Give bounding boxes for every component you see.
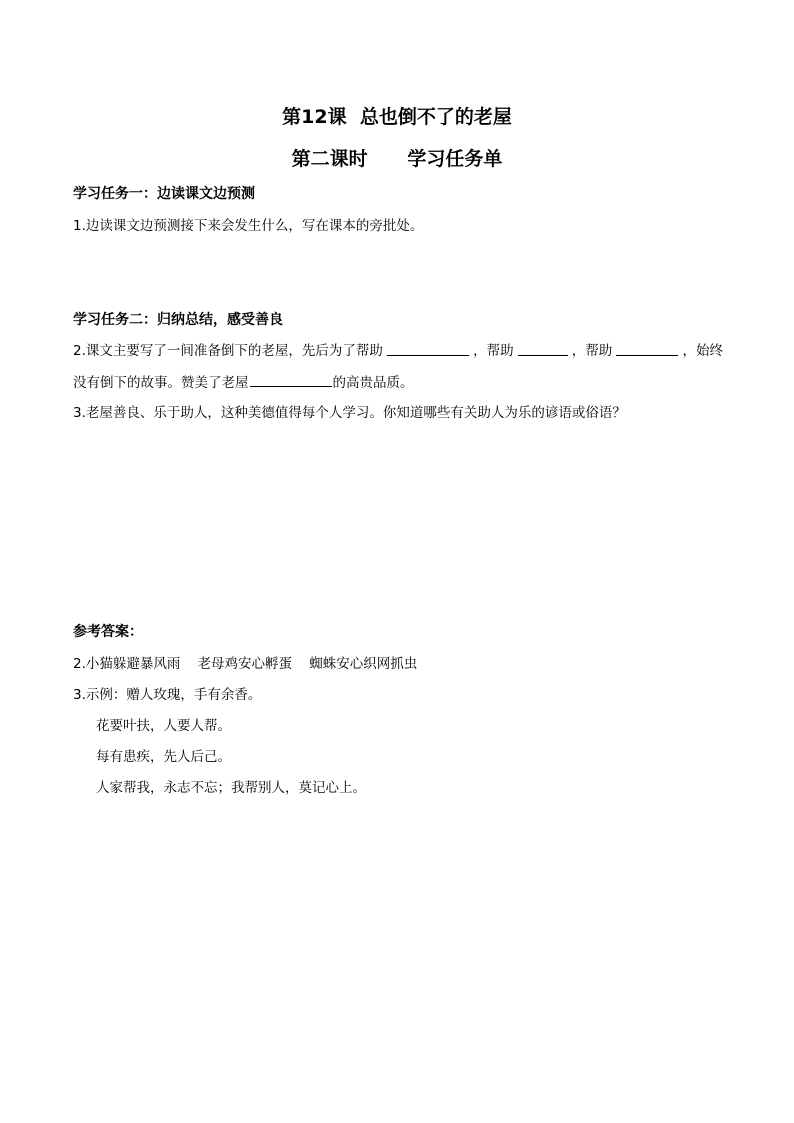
answer-3: 3.示例：赠人玫瑰，手有余香。: [73, 687, 262, 703]
answer-blank-4[interactable]: [250, 372, 332, 387]
lesson-subtitle: 第二课时 学习任务单: [291, 148, 503, 170]
item2-text-3: ，帮助: [571, 343, 613, 359]
task2-item2-line1: [73, 341, 723, 361]
task2-item2-line2: [73, 372, 414, 393]
answer-blank-3[interactable]: [616, 341, 678, 356]
item2-text-6: 的高贵品质。: [332, 375, 414, 391]
answer-3-line3: 每有患疾，先人后己。: [96, 749, 231, 765]
lesson-title: 第12课 总也倒不了的老屋: [282, 106, 512, 128]
task1-heading: 学习任务一：边读课文边预测: [73, 186, 255, 202]
item2-text-5: 没有倒下的故事。赞美了老屋: [73, 375, 249, 391]
task2-heading: 学习任务二：归纳总结，感受善良: [73, 312, 283, 328]
answer-blank-1[interactable]: [387, 341, 469, 356]
item2-text-4: ，始终: [682, 343, 723, 359]
item2-text-1: 2.课文主要写了一间准备倒下的老屋，先后为了帮助: [73, 343, 383, 359]
answers-heading: 参考答案：: [73, 624, 143, 640]
task1-item1: 1.边读课文边预测接下来会发生什么，写在课本的旁批处。: [73, 218, 424, 234]
answer-3-line2: 花要叶扶，人要人帮。: [96, 718, 231, 734]
item2-text-2: ，帮助: [473, 343, 514, 359]
task2-item3: 3.老屋善良、乐于助人，这种美德值得每个人学习。你知道哪些有关助人为乐的谚语或俗语？: [73, 405, 626, 421]
answer-blank-2[interactable]: [518, 341, 568, 356]
answer-3-line4: 人家帮我，永志不忘；我帮别人，莫记心上。: [96, 780, 366, 796]
answer-2: 2.小猫躲避暴风雨 老母鸡安心孵蛋 蜘蛛安心织网抓虫: [73, 656, 418, 672]
